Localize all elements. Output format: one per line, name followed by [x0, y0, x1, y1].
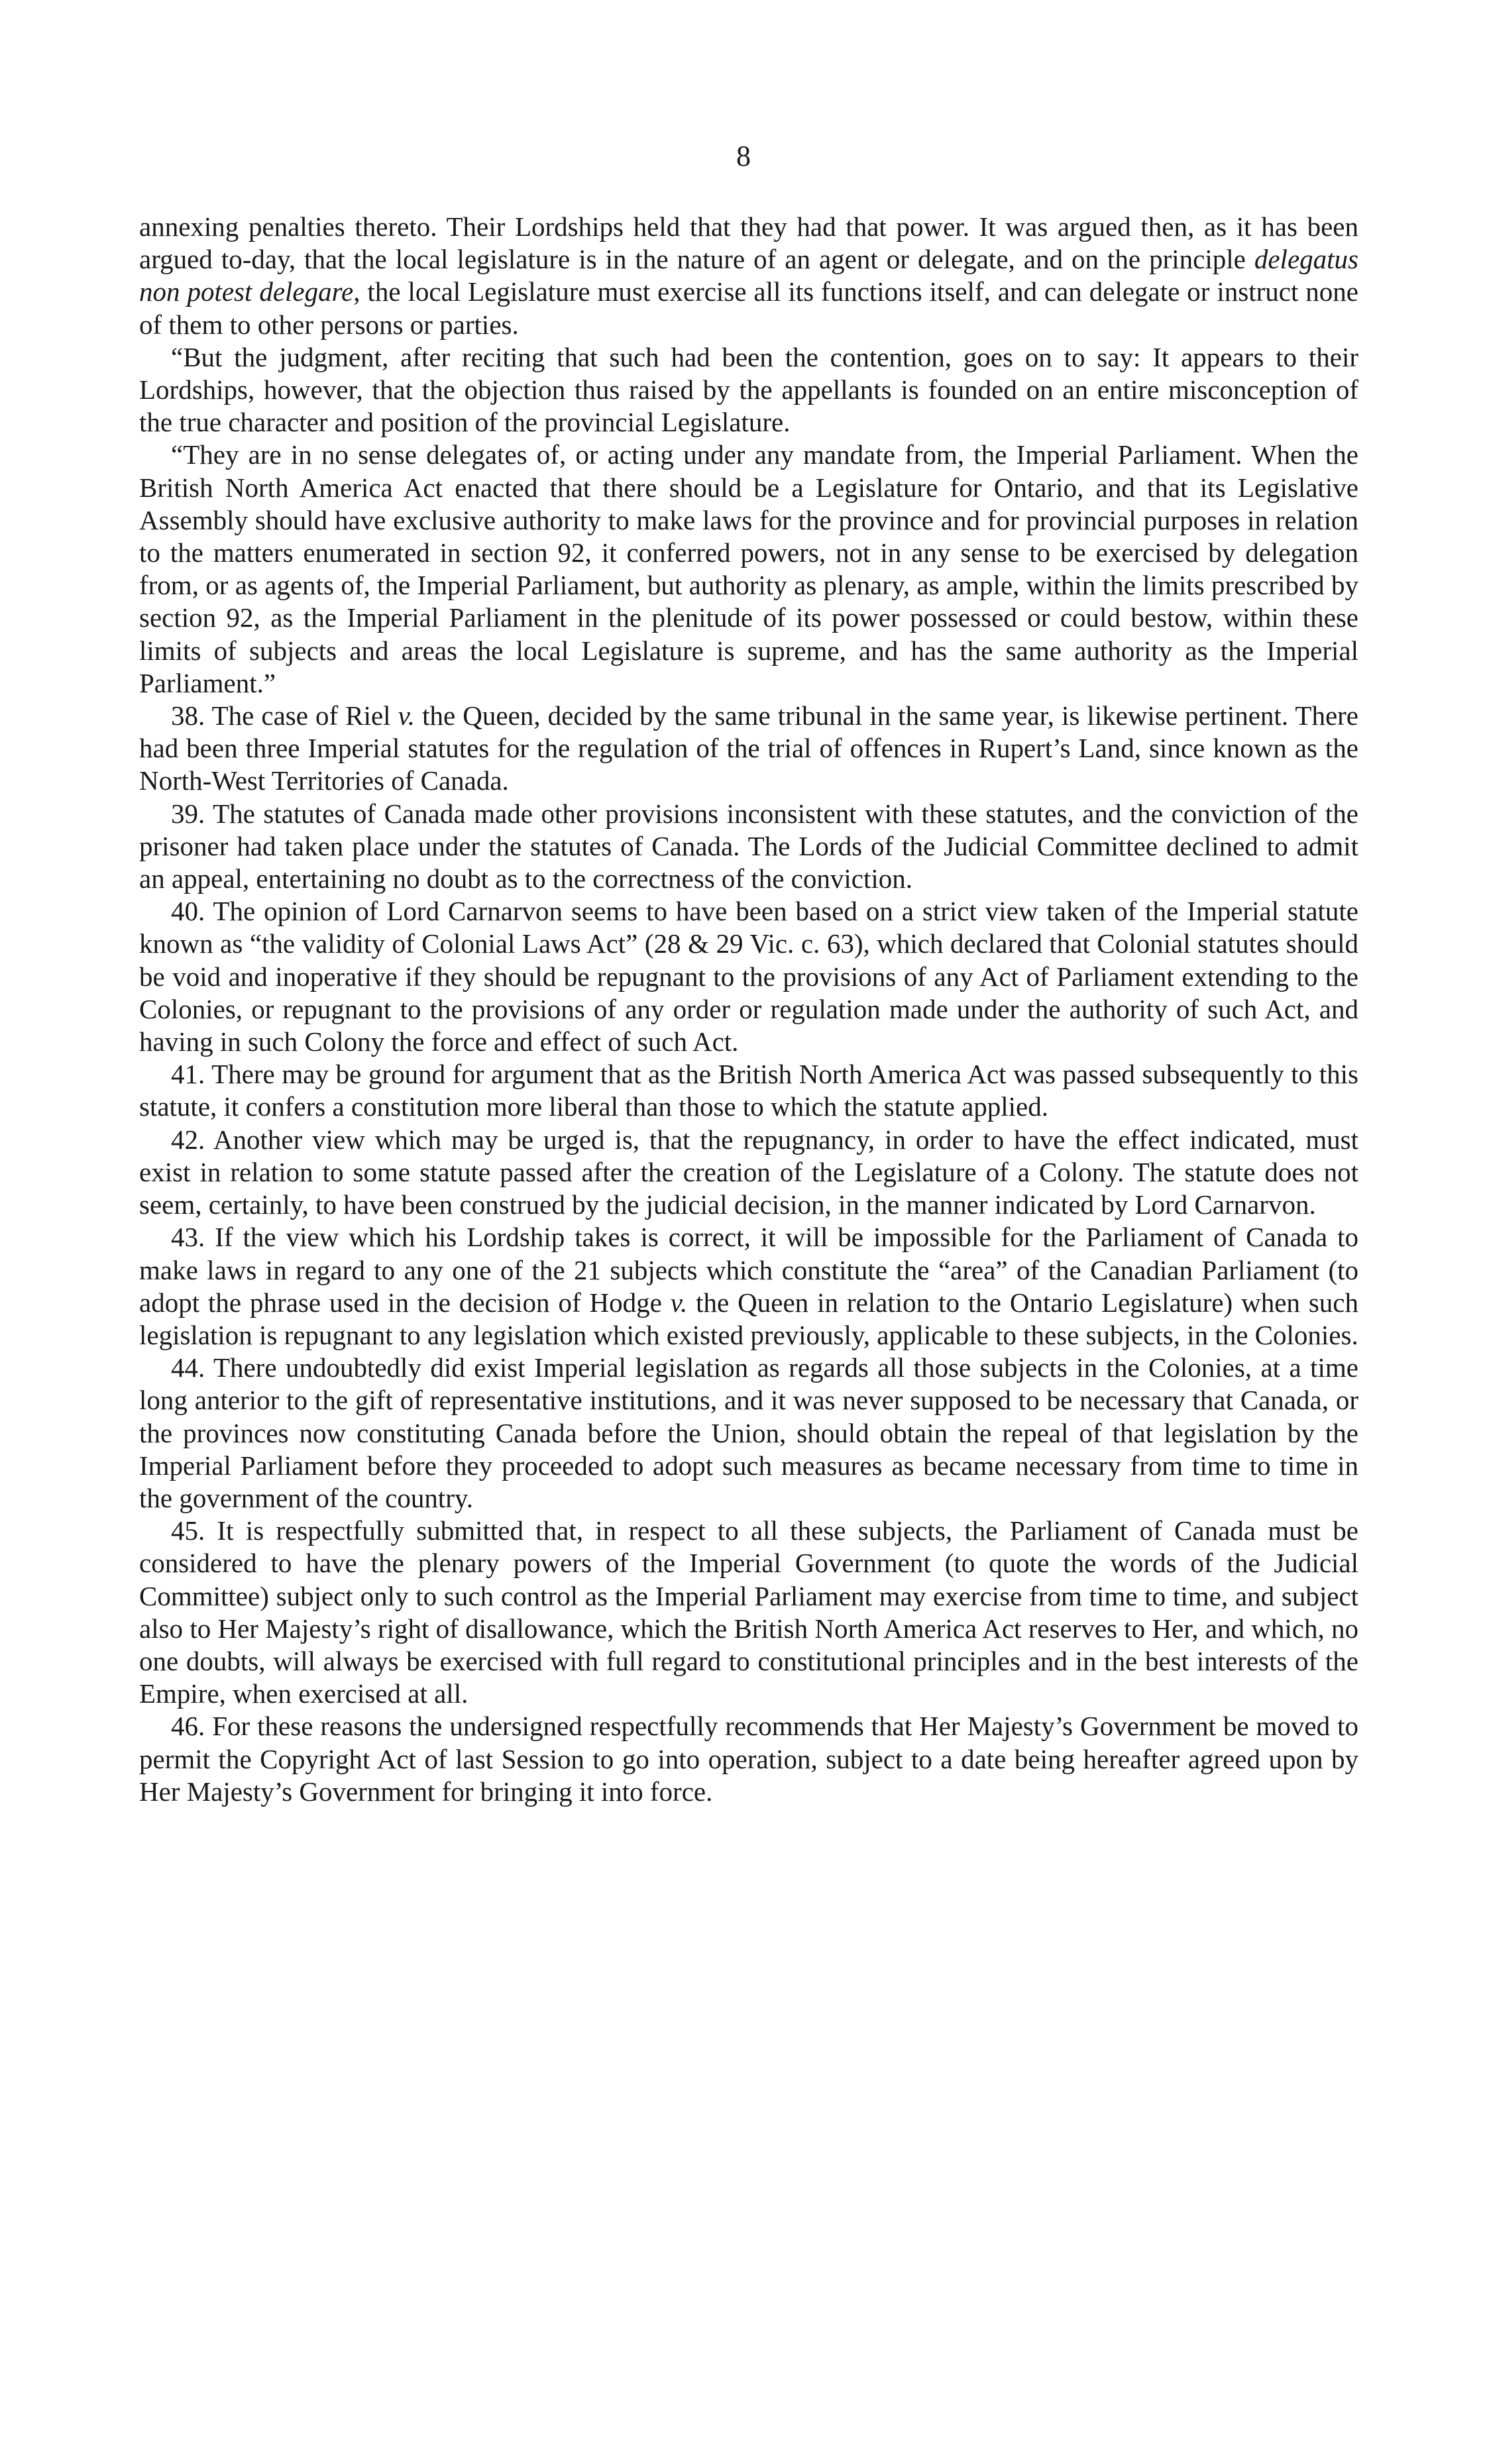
body-text [139, 211, 1358, 1808]
page-number: 8 [736, 140, 751, 172]
paragraph-43: 43. If the view which his Lordship takes is correct, it will be impossible for the Parliament of Canada to make laws in regard to any one of the 21 subjects which constitute the “area” of the Canadian Parliament (to adopt the phrase used in the decision of Hodge v. the Queen in relation to the Ontario Legislature) when such legislation is repugnant to any legislation which existed previously, applicable to these subjects, in the Colonies. [139, 1222, 1358, 1350]
paragraph-39: 39. The statutes of Canada made other provisions inconsistent with these statutes, and the conviction of the prisoner had taken place under the statutes of Canada. The Lords of the Judicial Committee declined to admit an appeal, entertaining no doubt as to the correctness of the conviction. [139, 798, 1358, 894]
paragraph-46: 46. For these reasons the undersigned respectfully recommends that Her Majesty’s Government be moved to permit the Copyright Act of last Session to go into operation, subject to a date being hereafter agreed upon by Her Majesty’s Government for bringing it into force. [139, 1711, 1358, 1807]
paragraph-continuation: annexing penalties thereto. Their Lordships held that they had that power. It was argued then, as it has been argued to-day, that the local legislature is in the nature of an agent or delegate, and on the principle delegatus non potest delegare, the local Legislature must exercise all its functions itself, and can delegate or instruct none of them to other persons or parties. [139, 211, 1359, 340]
paragraph-41: 41. There may be ground for argument that as the British North America Act was passed subsequently to this statute, it confers a constitution more liberal than those to which the statute applied. [139, 1059, 1358, 1122]
paragraph-45: 45. It is respectfully submitted that, in respect to all these subjects, the Parliament of Canada must be considered to have the plenary powers of the Imperial Government (to quote the words of the Judicial Committee) subject only to such control as the Imperial Parliament may exercise from time to time, and subject also to Her Majesty’s right of disallowance, which the British North America Act reserves to Her, and which, no one doubts, will always be exercised with full regard to constitutional principles and in the best interests of the Empire, when exercised at all. [139, 1515, 1358, 1709]
paragraph-42: 42. Another view which may be urged is, that the repugnancy, in order to have the effect indicated, must exist in relation to some statute passed after the creation of the Legislature of a Colony. The statute does not seem, certainly, to have been construed by the judicial decision, in the manner indicated by Lord Carnarvon. [139, 1124, 1358, 1220]
paragraph-quote-judgment: “But the judgment, after reciting that such had been the contention, goes on to say: It appears to their Lordships, however, that the objection thus raised by the appellants is founded on an entire misconception of the true character and position of the provincial Legislature. [139, 341, 1358, 438]
paragraph-quote-delegates: “They are in no sense delegates of, or acting under any mandate from, the Imperial Parliament. When the British North America Act enacted that there should be a Legislature for Ontario, and that its Legislative Assembly should have exclusive authority to make laws for the province and for provincial purposes in relation to the matters enumerated in section 92, it conferred powers, not in any sense to be exercised by delegation from, or as agents of, the Imperial Parliament, but authority as plenary, as ample, within the limits prescribed by section 92, as the Imperial Parliament in the plenitude of its power possessed or could bestow, within these limits of subjects and areas the local Legislature is supreme, and has the same authority as the Imperial Parliament.” [139, 439, 1358, 698]
paragraph-40: 40. The opinion of Lord Carnarvon seems to have been based on a strict view taken of the Imperial statute known as “the validity of Colonial Laws Act” (28 & 29 Vic. c. 63), which declared that Colonial statutes should be void and inoperative if they should be repugnant to the provisions of any Act of Parliament extending to the Colonies, or repugnant to the provisions of any order or regulation made under the authority of such Act, and having in such Colony the force and effect of such Act. [139, 896, 1358, 1057]
paragraph-44: 44. There undoubtedly did exist Imperial legislation as regards all those subjects in the Colonies, at a time long anterior to the gift of representative institutions, and it was never supposed to be necessary that Canada, or the provinces now constituting Canada before the Union, should obtain the repeal of that legislation by the Imperial Parliament before they proceeded to adopt such measures as became necessary from time to time in the government of the country. [139, 1352, 1358, 1513]
paragraph-38: 38. The case of Riel v. the Queen, decided by the same tribunal in the same year, is likewise pertinent. There had been three Imperial statutes for the regulation of the trial of offences in Rupert’s Land, since known as the North-West Territories of Canada. [139, 700, 1358, 796]
